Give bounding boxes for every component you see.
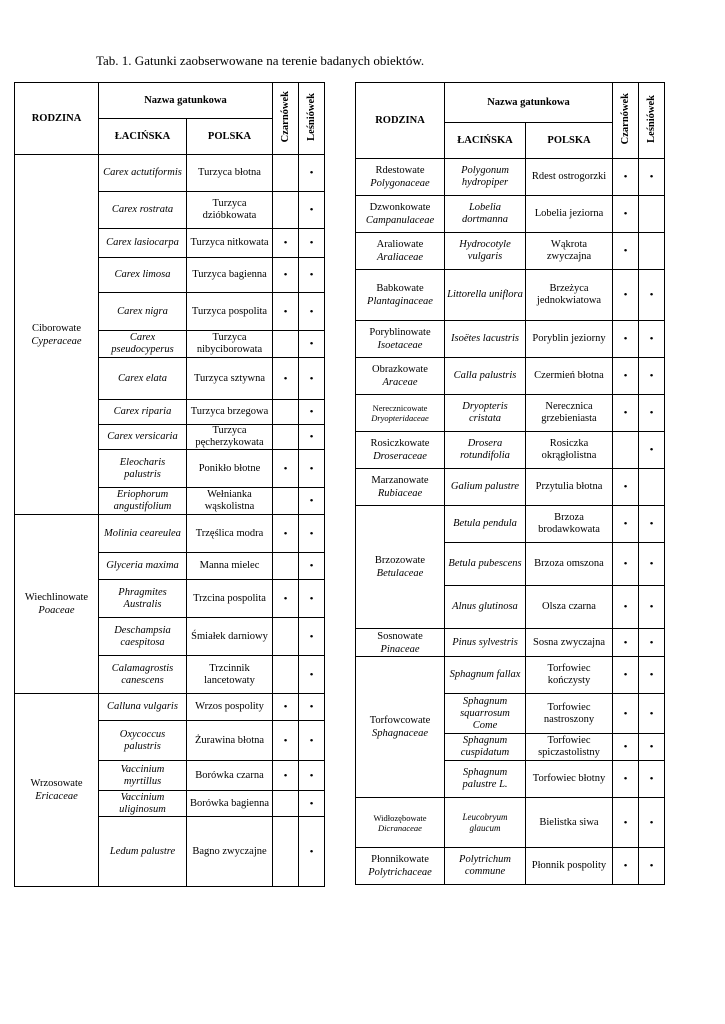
lesniowek-mark: •	[639, 657, 665, 694]
polish-name: Bagno zwyczajne	[187, 817, 273, 887]
header-rodzina: RODZINA	[15, 83, 99, 155]
lesniowek-mark: •	[639, 358, 665, 395]
lesniowek-mark: •	[639, 629, 665, 657]
polish-name: Borówka bagienna	[187, 791, 273, 817]
family-name-pl: Marzanowate	[371, 475, 429, 486]
polish-name: Turzyca dzióbkowata	[187, 192, 273, 229]
table-row	[356, 196, 665, 233]
polish-name: Przytulia błotna	[526, 469, 613, 506]
latin-name: Alnus glutinosa	[445, 586, 526, 629]
table-row	[356, 321, 665, 358]
czarnowek-mark: •	[273, 258, 299, 293]
family-name-lat: Droseraceae	[373, 451, 427, 462]
table-caption: Tab. 1. Gatunki zaobserwowane na terenie badanych obiektów.	[96, 53, 425, 68]
family-name-pl: Torfowcowate	[369, 715, 431, 726]
polish-name: Trzęślica modra	[187, 515, 273, 553]
latin-name: Leucobryum glaucum	[445, 798, 526, 848]
latin-name: Sphagnum palustre L.	[445, 761, 526, 798]
lesniowek-mark: •	[639, 432, 665, 469]
lesniowek-mark: •	[299, 229, 325, 258]
latin-name: Carex versicaria	[99, 425, 187, 450]
latin-name: Eriophorum angustifolium	[99, 488, 187, 515]
polish-name: Turzyca pospolita	[187, 293, 273, 331]
family-name-lat: Araceae	[382, 377, 418, 388]
czarnowek-mark: •	[273, 721, 299, 761]
family-name-pl: Widłozębowate	[373, 812, 427, 823]
header-polska: POLSKA	[526, 123, 613, 159]
czarnowek-mark	[273, 192, 299, 229]
header-czarnowek: Czarnówek	[273, 83, 299, 155]
family-name-pl: Araliowate	[376, 239, 424, 250]
lesniowek-mark: •	[299, 761, 325, 791]
family-name-lat: Ericaceae	[35, 791, 78, 802]
latin-name: Vaccinium uliginosum	[99, 791, 187, 817]
czarnowek-mark: •	[613, 358, 639, 395]
czarnowek-mark	[273, 791, 299, 817]
family-name-lat: Isoetaceae	[377, 340, 423, 351]
latin-name: Sphagnum fallax	[445, 657, 526, 694]
polish-name: Torfowiec spiczastolistny	[526, 734, 613, 761]
czarnowek-mark: •	[613, 657, 639, 694]
polish-name: Turzyca nibyciborowata	[187, 331, 273, 358]
latin-name: Ledum palustre	[99, 817, 187, 887]
lesniowek-mark: •	[299, 358, 325, 400]
czarnowek-mark: •	[613, 270, 639, 321]
latin-name: Calluna vulgaris	[99, 694, 187, 721]
czarnowek-mark	[273, 488, 299, 515]
lesniowek-mark: •	[299, 515, 325, 553]
czarnowek-mark: •	[613, 629, 639, 657]
polish-name: Torfowiec błotny	[526, 761, 613, 798]
table-row	[356, 432, 665, 469]
latin-name: Carex pseudocyperus	[99, 331, 187, 358]
latin-name: Eleocharis palustris	[99, 450, 187, 488]
lesniowek-mark: •	[639, 761, 665, 798]
family-name-lat: Dicranaceae	[378, 822, 422, 833]
family-cell	[356, 159, 445, 196]
table-row	[15, 515, 325, 553]
polish-name: Turzyca brzegowa	[187, 400, 273, 425]
family-name-pl: Brzozowate	[374, 555, 426, 566]
lesniowek-mark: •	[299, 488, 325, 515]
czarnowek-mark: •	[273, 580, 299, 618]
czarnowek-mark	[273, 817, 299, 887]
czarnowek-mark: •	[613, 543, 639, 586]
lesniowek-mark: •	[639, 395, 665, 432]
czarnowek-mark: •	[613, 734, 639, 761]
latin-name: Carex lasiocarpa	[99, 229, 187, 258]
latin-name: Drosera rotundifolia	[445, 432, 526, 469]
family-name-pl: Sosnowate	[377, 630, 423, 642]
header-nazwa: Nazwa gatunkowa	[99, 83, 273, 119]
lesniowek-mark: •	[299, 425, 325, 450]
family-cell	[356, 395, 445, 432]
family-cell	[356, 233, 445, 270]
family-name-pl: Płonnikowate	[371, 854, 429, 865]
polish-name: Poryblin jeziorny	[526, 321, 613, 358]
czarnowek-mark	[273, 331, 299, 358]
family-name-lat: Rubiaceae	[377, 488, 423, 499]
czarnowek-mark: •	[273, 293, 299, 331]
table-row	[356, 270, 665, 321]
polish-name: Sosna zwyczajna	[526, 629, 613, 657]
table-row	[356, 798, 665, 848]
family-name-lat: Sphagnaceae	[372, 728, 428, 739]
polish-name: Turzyca sztywna	[187, 358, 273, 400]
polish-name: Torfowiec kończysty	[526, 657, 613, 694]
czarnowek-mark: •	[613, 321, 639, 358]
czarnowek-mark: •	[613, 506, 639, 543]
table-row	[356, 657, 665, 694]
family-name-pl: Obrazkowate	[372, 364, 428, 375]
czarnowek-mark: •	[613, 798, 639, 848]
header-rodzina: RODZINA	[356, 83, 445, 159]
table-row	[356, 629, 665, 657]
latin-name: Deschampsia caespitosa	[99, 618, 187, 656]
table-row	[356, 469, 665, 506]
table-row	[356, 506, 665, 543]
polish-name: Brzoza omszona	[526, 543, 613, 586]
czarnowek-mark	[613, 432, 639, 469]
czarnowek-mark	[273, 425, 299, 450]
lesniowek-mark: •	[639, 848, 665, 885]
czarnowek-mark: •	[613, 469, 639, 506]
family-name-lat: Campanulaceae	[365, 215, 435, 226]
right-body	[356, 159, 665, 885]
family-name-pl: Rosiczkowate	[370, 438, 430, 449]
lesniowek-mark	[639, 196, 665, 233]
family-cell	[356, 469, 445, 506]
latin-name: Carex rostrata	[99, 192, 187, 229]
left-body	[15, 155, 325, 887]
family-cell	[356, 358, 445, 395]
lesniowek-mark: •	[299, 580, 325, 618]
latin-name: Carex limosa	[99, 258, 187, 293]
lesniowek-mark: •	[299, 721, 325, 761]
latin-name: Sphagnum cuspidatum	[445, 734, 526, 761]
table-row	[356, 395, 665, 432]
czarnowek-mark	[273, 155, 299, 192]
czarnowek-mark: •	[613, 159, 639, 196]
polish-name: Rosiczka okrągłolistna	[526, 432, 613, 469]
header-lacinska: ŁACIŃSKA	[445, 123, 526, 159]
polish-name: Torfowiec nastroszony	[526, 694, 613, 734]
polish-name: Lobelia jeziorna	[526, 196, 613, 233]
latin-name: Polytrichum commune	[445, 848, 526, 885]
czarnowek-mark: •	[273, 358, 299, 400]
latin-name: Betula pendula	[445, 506, 526, 543]
polish-name: Brzoza brodawkowata	[526, 506, 613, 543]
lesniowek-mark: •	[639, 694, 665, 734]
polish-name: Rdest ostrogorzki	[526, 159, 613, 196]
czarnowek-mark: •	[613, 761, 639, 798]
table-row	[356, 358, 665, 395]
family-name-lat: Araliaceae	[376, 252, 424, 263]
family-name-pl: Wrzosowate	[30, 778, 83, 789]
czarnowek-mark: •	[613, 196, 639, 233]
latin-name: Calamagrostis canescens	[99, 656, 187, 694]
family-name-pl: Poryblinowate	[369, 327, 431, 338]
lesniowek-mark: •	[299, 450, 325, 488]
czarnowek-mark: •	[613, 586, 639, 629]
family-name-lat: Polygonaceae	[370, 178, 430, 189]
latin-name: Isoëtes lacustris	[445, 321, 526, 358]
latin-name: Lobelia dortmanna	[445, 196, 526, 233]
lesniowek-mark: •	[639, 506, 665, 543]
polish-name: Śmiałek darniowy	[187, 618, 273, 656]
latin-name: Carex riparia	[99, 400, 187, 425]
lesniowek-mark: •	[299, 155, 325, 192]
lesniowek-mark: •	[299, 331, 325, 358]
family-name-lat: Cyperaceae	[31, 335, 82, 347]
lesniowek-mark: •	[299, 656, 325, 694]
polish-name: Wrzos pospolity	[187, 694, 273, 721]
czarnowek-mark: •	[613, 395, 639, 432]
species-table-left	[14, 82, 325, 887]
lesniowek-mark: •	[299, 553, 325, 580]
czarnowek-mark: •	[273, 761, 299, 791]
family-cell	[356, 270, 445, 321]
family-name-lat: Poaceae	[38, 605, 75, 616]
polish-name: Turzyca nitkowata	[187, 229, 273, 258]
header-lesniowek: Leśniówek	[299, 83, 325, 155]
family-cell	[356, 798, 445, 848]
czarnowek-mark: •	[273, 515, 299, 553]
latin-name: Vaccinium myrtillus	[99, 761, 187, 791]
family-name-lat: Dryopteridaceae	[371, 413, 429, 423]
lesniowek-mark: •	[299, 400, 325, 425]
latin-name: Carex actutiformis	[99, 155, 187, 192]
family-cell	[15, 155, 99, 515]
family-name-pl: Wiechlinowate	[24, 592, 89, 603]
family-cell	[15, 515, 99, 694]
table-row	[15, 694, 325, 721]
table-row	[15, 155, 325, 192]
latin-name: Hydrocotyle vulgaris	[445, 233, 526, 270]
polish-name: Żurawina błotna	[187, 721, 273, 761]
table-row	[356, 233, 665, 270]
family-cell	[356, 506, 445, 629]
latin-name: Carex nigra	[99, 293, 187, 331]
species-table-right	[355, 82, 665, 885]
lesniowek-mark: •	[639, 543, 665, 586]
latin-name: Carex elata	[99, 358, 187, 400]
header-czarnowek: Czarnówek	[613, 83, 639, 159]
polish-name: Turzyca błotna	[187, 155, 273, 192]
polish-name: Czermień błotna	[526, 358, 613, 395]
lesniowek-mark: •	[639, 734, 665, 761]
polish-name: Turzyca pęcherzykowata	[187, 425, 273, 450]
lesniowek-mark: •	[639, 270, 665, 321]
polish-name: Płonnik pospolity	[526, 848, 613, 885]
header-lesniowek: Leśniówek	[639, 83, 665, 159]
polish-name: Ponikło błotne	[187, 450, 273, 488]
latin-name: Littorella uniflora	[445, 270, 526, 321]
czarnowek-mark: •	[613, 848, 639, 885]
family-name-pl: Dzwonkowate	[369, 202, 431, 213]
czarnowek-mark: •	[613, 233, 639, 270]
lesniowek-mark: •	[639, 586, 665, 629]
polish-name: Manna mielec	[187, 553, 273, 580]
family-cell	[356, 629, 445, 657]
family-name-lat: Betulaceae	[376, 568, 424, 579]
polish-name: Olsza czarna	[526, 586, 613, 629]
table-row	[356, 848, 665, 885]
latin-name: Phragmites Australis	[99, 580, 187, 618]
lesniowek-mark: •	[299, 258, 325, 293]
family-cell	[356, 321, 445, 358]
family-name-pl: Rdestowate	[375, 165, 425, 176]
header-lacinska: ŁACIŃSKA	[99, 119, 187, 155]
latin-name: Calla palustris	[445, 358, 526, 395]
family-cell	[15, 694, 99, 887]
czarnowek-mark: •	[273, 694, 299, 721]
lesniowek-mark	[639, 469, 665, 506]
czarnowek-mark	[273, 553, 299, 580]
family-name-pl: Babkowate	[376, 283, 424, 294]
lesniowek-mark: •	[639, 321, 665, 358]
latin-name: Oxycoccus palustris	[99, 721, 187, 761]
lesniowek-mark: •	[299, 817, 325, 887]
czarnowek-mark	[273, 400, 299, 425]
polish-name: Trzcinnik lancetowaty	[187, 656, 273, 694]
czarnowek-mark: •	[613, 694, 639, 734]
latin-name: Dryopteris cristata	[445, 395, 526, 432]
polish-name: Bielistka siwa	[526, 798, 613, 848]
family-name-lat: Plantaginaceae	[367, 296, 433, 307]
family-cell	[356, 432, 445, 469]
family-name-lat: Pinaceae	[380, 643, 420, 655]
polish-name: Borówka czarna	[187, 761, 273, 791]
header-polska: POLSKA	[187, 119, 273, 155]
lesniowek-mark: •	[299, 694, 325, 721]
lesniowek-mark: •	[299, 791, 325, 817]
family-cell	[356, 848, 445, 885]
family-cell	[356, 196, 445, 233]
lesniowek-mark: •	[299, 192, 325, 229]
polish-name: Nerecznica grzebieniasta	[526, 395, 613, 432]
polish-name: Trzcina pospolita	[187, 580, 273, 618]
lesniowek-mark: •	[299, 293, 325, 331]
latin-name: Betula pubescens	[445, 543, 526, 586]
lesniowek-mark: •	[299, 618, 325, 656]
lesniowek-mark: •	[639, 798, 665, 848]
latin-name: Galium palustre	[445, 469, 526, 506]
lesniowek-mark: •	[639, 159, 665, 196]
czarnowek-mark: •	[273, 450, 299, 488]
latin-name: Glyceria maxima	[99, 553, 187, 580]
latin-name: Pinus sylvestris	[445, 629, 526, 657]
table-row	[356, 159, 665, 196]
polish-name: Wełnianka wąskolistna	[187, 488, 273, 515]
family-cell	[356, 657, 445, 798]
polish-name: Brzeżyca jednokwiatowa	[526, 270, 613, 321]
family-name-pl: Nerecznicowate	[372, 403, 428, 413]
family-name-pl: Ciborowate	[32, 322, 81, 334]
latin-name: Molinia ceareulea	[99, 515, 187, 553]
czarnowek-mark	[273, 656, 299, 694]
latin-name: Polygonum hydropiper	[445, 159, 526, 196]
polish-name: Wąkrota zwyczajna	[526, 233, 613, 270]
czarnowek-mark: •	[273, 229, 299, 258]
latin-name: Sphagnum squarrosum Come	[445, 694, 526, 734]
header-nazwa: Nazwa gatunkowa	[445, 83, 613, 123]
lesniowek-mark	[639, 233, 665, 270]
family-name-lat: Polytrichaceae	[368, 867, 432, 878]
czarnowek-mark	[273, 618, 299, 656]
polish-name: Turzyca bagienna	[187, 258, 273, 293]
